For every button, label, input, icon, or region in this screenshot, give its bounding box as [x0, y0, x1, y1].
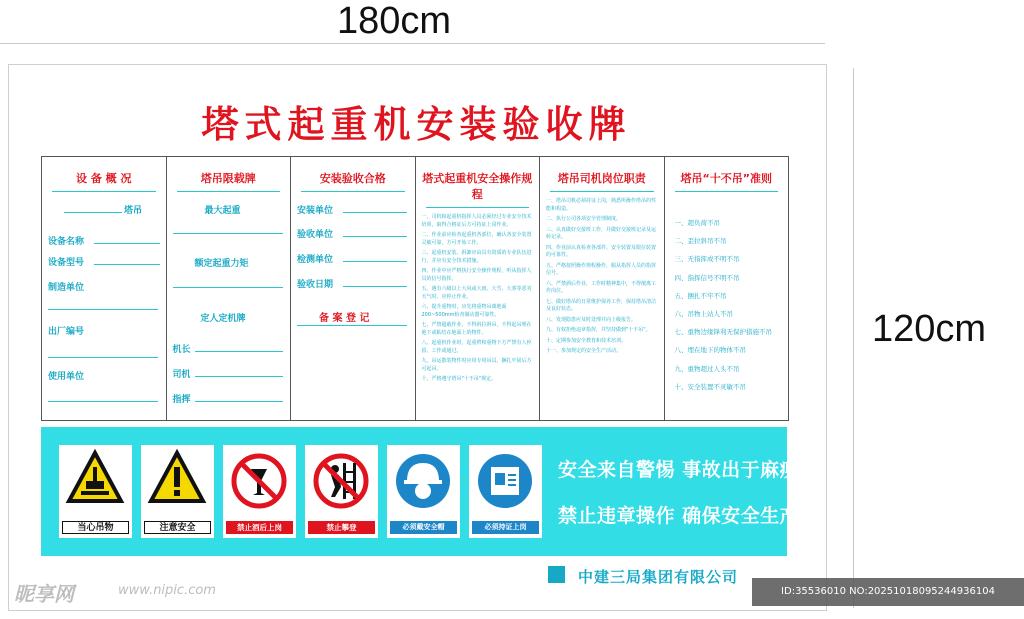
rule-paragraph: 十、严格遵守塔吊"十不吊"规定。: [421, 376, 497, 382]
field-inspection-unit: 检测单位: [297, 255, 334, 265]
duties-title: 塔吊司机岗位职责: [557, 172, 646, 185]
company-logo-icon: [548, 566, 565, 583]
sign-certified-operation: [469, 445, 542, 538]
field-line: [48, 357, 158, 358]
duty-paragraph: 七、做好塔吊的日常维护保养工作，保持塔吊清洁及良好状态。: [546, 298, 657, 312]
crane-suffix: 塔吊: [124, 206, 143, 216]
rule-paragraph: 二、作业前应检查起重机各部位，确认各安全装置灵敏可靠，方可开始工作。: [421, 232, 532, 246]
field-line: [173, 287, 283, 288]
field-manufacturer: 制造单位: [48, 283, 85, 293]
acceptance-panel: [291, 157, 416, 420]
field-captain: 机长: [172, 345, 191, 355]
title-underline: [675, 191, 779, 192]
sign-wear-helmet: [387, 445, 460, 538]
width-dimension-line: [0, 43, 825, 44]
load-limit-title: 塔吊限载牌: [200, 172, 256, 185]
sign-label: 当心吊物: [62, 521, 129, 534]
warning-hoist-icon: [59, 445, 132, 520]
certificate-icon: [469, 445, 542, 520]
duty-paragraph: 八、发现隐患应及时处理并向上级报告。: [546, 316, 637, 323]
field-line: [343, 261, 407, 262]
field-line: [195, 401, 283, 402]
field-line: [195, 351, 283, 352]
duties-panel: [540, 157, 665, 420]
slogan-line-1: 安全来自警惕 事故出于麻痹: [558, 459, 800, 481]
watermark-logo: 昵享网: [14, 582, 74, 606]
field-rated-moment: 额定起重力矩: [194, 259, 249, 269]
title-underline: [550, 191, 654, 192]
duty-paragraph: 五、严格按照操作规程操作，服从指挥人员的指挥信号。: [546, 262, 657, 276]
acceptance-title: 安装验收合格: [319, 172, 386, 185]
rule-paragraph: 九、吊运散装物件时应用专用吊具，捆扎牢固后方可起吊。: [421, 358, 532, 372]
rule-paragraph: 一、司机和起重机指挥人员必须经过专业安全技术培训，取得合格证后方可持证上岗作业。: [421, 214, 532, 228]
duty-paragraph: 三、认真做好交接班工作，并做好交接班记录及运转记录。: [546, 226, 657, 240]
warning-exclamation-icon: [141, 445, 214, 520]
field-line: [343, 212, 407, 213]
crane-blank-line: [64, 212, 122, 213]
duty-paragraph: 九、有权拒绝违章指挥，并坚持做到"十不吊"。: [546, 327, 651, 333]
rule-paragraph: 三、起重机安装、拆卸应由具有资质的专业队伍进行，并应有安全技术措施。: [421, 250, 532, 264]
ten-rule-item: 一、超负荷不吊: [674, 219, 720, 227]
ten-rule-item: 三、无指挥或不明不吊: [674, 255, 740, 264]
title-underline: [426, 207, 530, 208]
field-device-name: 设备名称: [48, 237, 85, 247]
sign-label: 禁止酒后上岗: [226, 521, 293, 534]
ten-rule-item: 八、埋在地下的物体不吊: [674, 346, 746, 355]
ten-rule-item: 五、捆扎不牢不吊: [674, 291, 727, 300]
field-line: [173, 233, 283, 234]
field-driver: 司机: [172, 370, 191, 380]
rule-paragraph: 八、起重机作业时，起重臂和重物下方严禁有人停留、工作或通过。: [421, 340, 532, 354]
ten-rules-list: [671, 214, 783, 396]
duty-paragraph: 二、执行公司各项安全管理制度。: [546, 216, 622, 222]
safety-sign-bar: [41, 427, 800, 556]
operation-rules-panel: [416, 157, 541, 420]
rule-paragraph: 六、提升重物时，应先将重物吊离地面200~500mm检查制动器可靠性。: [421, 304, 507, 318]
duty-paragraph: 一、塔吊司机必须持证上岗，熟悉所操作塔吊的性能和构造。: [546, 198, 657, 212]
duties-text: [546, 198, 658, 356]
load-limit-panel: [167, 157, 292, 420]
sign-caution: [141, 445, 214, 538]
field-line: [48, 309, 158, 310]
field-user-unit: 使用单位: [48, 372, 85, 382]
rule-paragraph: 五、遇有六级以上大风或大雨、大雪、大雾等恶劣天气时，应停止作业。: [421, 286, 532, 300]
ten-rules-title: 塔吊“十不吊”准则: [680, 172, 772, 185]
field-line: [94, 264, 160, 265]
image-id-bar: ID:35536010 NO:20251018095244936104: [752, 578, 1024, 606]
field-line: [343, 236, 407, 237]
duty-paragraph: 十、定期参加安全教育和技术培训。: [546, 337, 627, 344]
title-underline: [301, 191, 405, 192]
field-install-unit: 安装单位: [297, 206, 334, 216]
field-max-lift: 最大起重: [204, 206, 241, 216]
duty-paragraph: 十一、参加规定的安全生产活动。: [546, 348, 622, 354]
info-panels: [41, 156, 789, 421]
ten-rule-item: 十、安全装置不灵敏不吊: [674, 382, 746, 391]
height-dimension-line: [853, 68, 854, 608]
field-signaler: 指挥: [172, 395, 191, 405]
height-dimension-label: 120cm: [872, 308, 987, 350]
sign-label: 注意安全: [144, 521, 211, 534]
ten-rule-item: 七、重物边缘锋利无保护措施不吊: [674, 328, 772, 337]
duty-paragraph: 六、严禁酒后作业，工作时精神集中，不得擅离工作岗位。: [546, 280, 657, 294]
sign-label: 禁止攀登: [308, 521, 375, 534]
duty-paragraph: 四、作业前认真检查各部件、安全装置及限位装置的可靠性。: [546, 244, 657, 258]
width-dimension-label: 180cm: [337, 0, 452, 42]
sign-label: 必须戴安全帽: [390, 521, 457, 534]
watermark-url: www.nipic.com: [118, 583, 216, 598]
ten-rule-item: 四、指挥信号不明不吊: [674, 273, 740, 282]
field-line: [94, 243, 160, 244]
ten-rule-item: 九、重物超过人头不吊: [674, 364, 740, 373]
operation-rules-text: [422, 214, 534, 384]
field-line: [48, 401, 158, 402]
rule-paragraph: 四、作业中应严格执行安全操作规程，听从指挥人员的信号指挥。: [421, 268, 532, 282]
operation-rules-title: 塔式起重机安全操作规程: [422, 172, 533, 201]
field-line: [343, 286, 407, 287]
ten-rules-panel: [665, 157, 789, 420]
slogan-line-2: 禁止违章操作 确保安全生产: [558, 505, 800, 527]
record-heading: 备 案 登 记: [319, 313, 370, 324]
title-underline: [52, 191, 156, 192]
no-alcohol-icon: [223, 445, 296, 520]
personnel-subtitle: 定人定机牌: [200, 314, 246, 324]
board-title: 塔式起重机安装验收牌: [201, 103, 632, 146]
helmet-icon: [387, 445, 460, 520]
sign-beware-hoist: [59, 445, 132, 538]
rule-paragraph: 七、严禁超载作业，不得斜拉斜吊，不得起吊埋在地下或粘结在地面上的物件。: [421, 322, 532, 336]
sign-label: 必须持证上岗: [472, 521, 539, 534]
field-acceptance-unit: 验收单位: [297, 230, 334, 240]
record-underline: [297, 325, 407, 326]
sign-no-alcohol: [223, 445, 296, 538]
field-serial-number: 出厂编号: [48, 327, 85, 337]
ten-rule-item: 六、吊物上站人不吊: [674, 310, 733, 319]
field-line: [195, 376, 283, 377]
field-device-model: 设备型号: [48, 258, 85, 268]
overview-title: 设 备 概 况: [76, 172, 132, 185]
field-acceptance-date: 验收日期: [297, 280, 334, 290]
ten-rule-item: 二、歪拉斜吊不吊: [674, 237, 727, 246]
no-climbing-icon: [305, 445, 378, 520]
overview-panel: [42, 157, 167, 420]
sign-no-climbing: [305, 445, 378, 538]
company-name: 中建三局集团有限公司: [578, 568, 739, 586]
title-underline: [177, 191, 281, 192]
